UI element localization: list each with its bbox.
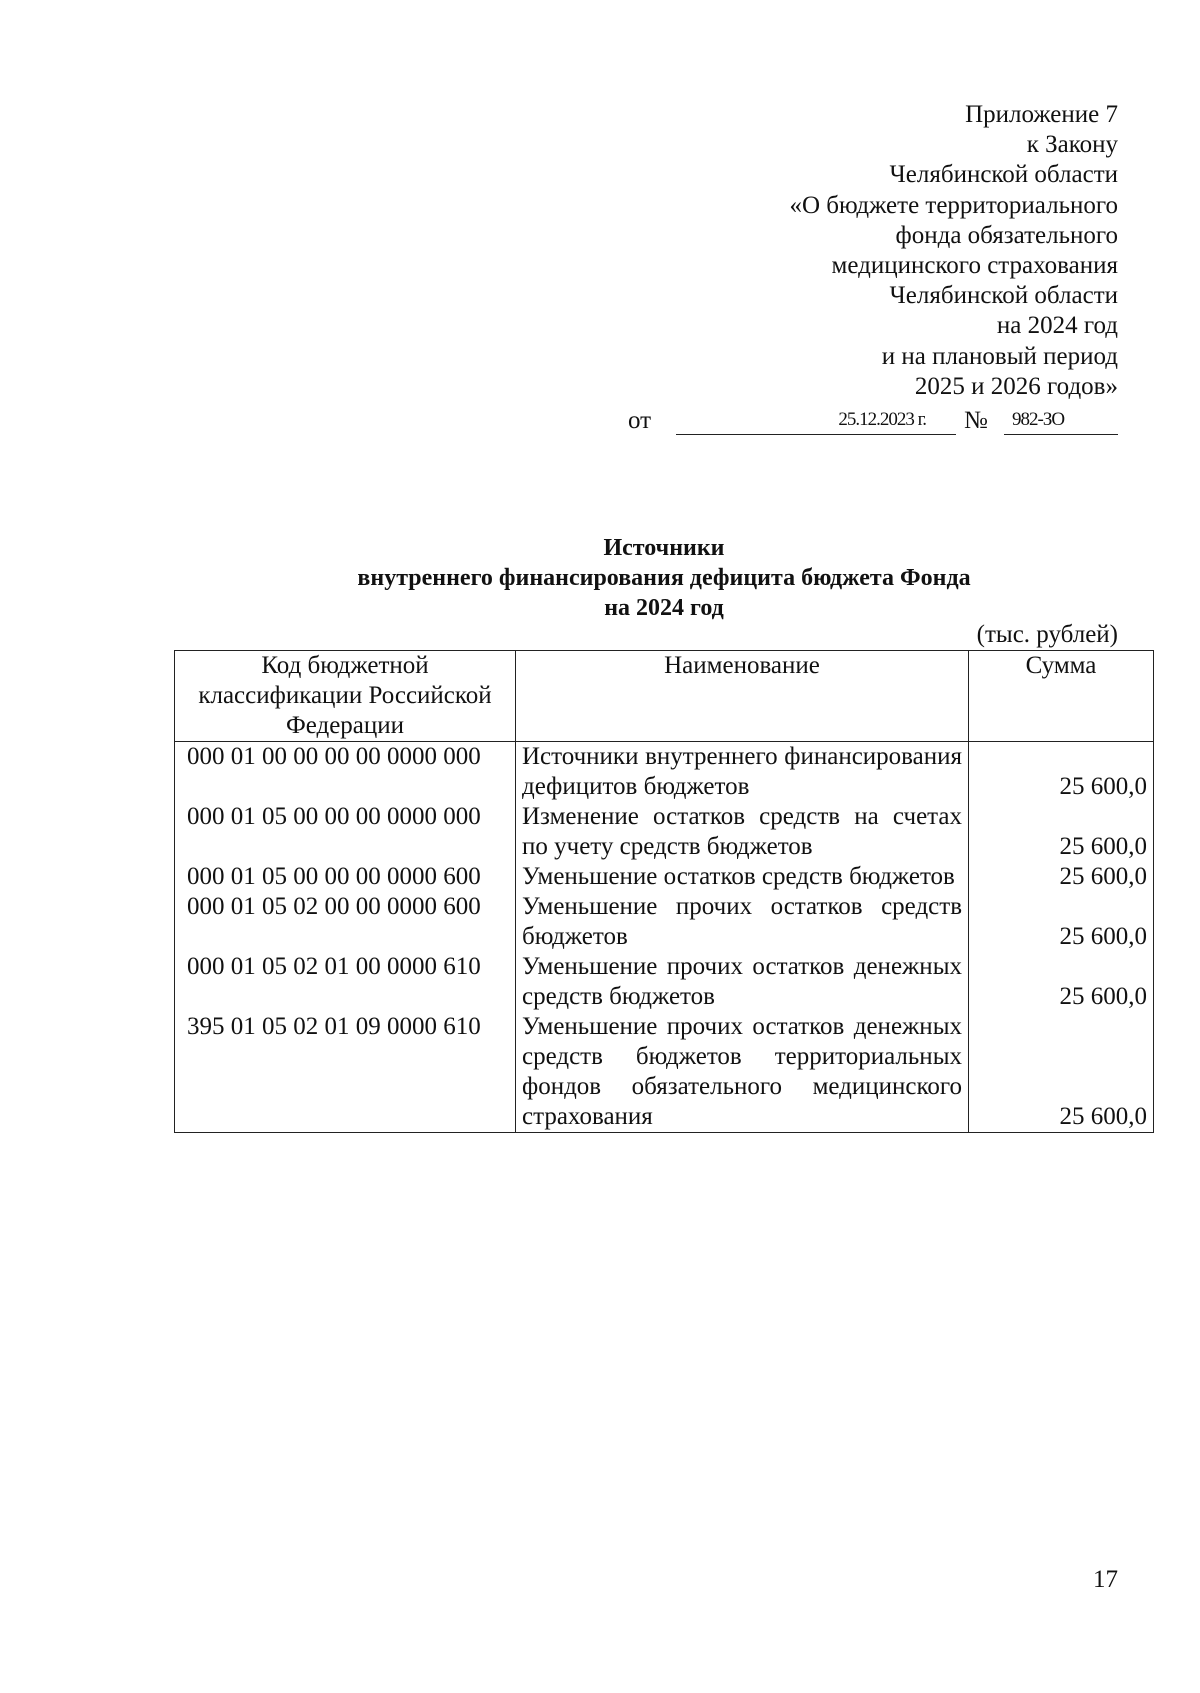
row-name: Изменение остатков средств на счетах по учету средств бюджетов xyxy=(516,802,969,862)
title-line-3: на 2024 год xyxy=(604,595,724,621)
row-sum: 25 600,0 xyxy=(969,862,1154,892)
title-line-2: внутреннего финансирования дефицита бюджета Фонда xyxy=(357,565,971,591)
row-code: 000 01 05 02 01 00 0000 610 xyxy=(175,952,516,1012)
document-title xyxy=(174,533,1154,623)
header-line: к Закону xyxy=(1026,131,1118,159)
appendix-header xyxy=(598,100,1118,402)
page-number: 17 xyxy=(1093,1566,1118,1593)
row-sum: 25 600,0 xyxy=(969,1012,1154,1133)
header-name: Наименование xyxy=(516,651,969,742)
row-code: 000 01 05 00 00 00 0000 000 xyxy=(175,802,516,862)
header-line: Челябинской области xyxy=(889,282,1118,310)
table-row xyxy=(175,802,1154,862)
table-header-row xyxy=(175,651,1154,742)
row-sum: 25 600,0 xyxy=(969,802,1154,862)
header-line: 2025 и 2026 годов» xyxy=(914,372,1118,400)
table-row xyxy=(175,742,1154,803)
row-code: 000 01 05 02 00 00 0000 600 xyxy=(175,892,516,952)
number-label: № xyxy=(964,407,988,434)
header-line: и на плановый период xyxy=(881,342,1118,370)
header-code: Код бюджетной классификации Российской Федерации xyxy=(175,651,516,742)
table-row xyxy=(175,862,1154,892)
row-name: Источники внутреннего финансирования дефицитов бюджетов xyxy=(516,742,969,803)
header-line: на 2024 год xyxy=(996,312,1118,340)
header-line: Приложение 7 xyxy=(965,101,1118,128)
units-label: (тыс. рублей) xyxy=(976,621,1118,648)
approval-line xyxy=(598,407,1118,439)
row-name: Уменьшение прочих остатков денежных средств бюджетов xyxy=(516,952,969,1012)
header-sum: Сумма xyxy=(969,651,1154,742)
row-code: 000 01 05 00 00 00 0000 600 xyxy=(175,862,516,892)
title-line-1: Источники xyxy=(603,535,725,561)
from-label: от xyxy=(628,407,652,434)
row-sum: 25 600,0 xyxy=(969,952,1154,1012)
table-row xyxy=(175,952,1154,1012)
header-line: фонда обязательного xyxy=(895,221,1118,249)
row-name: Уменьшение прочих остатков денежных средств бюджетов территориальных фондов обязательного медицинского страхования xyxy=(516,1012,969,1133)
row-name: Уменьшение прочих остатков средств бюджетов xyxy=(516,892,969,952)
header-line: Челябинской области xyxy=(889,161,1118,189)
table-row xyxy=(175,892,1154,952)
row-code: 395 01 05 02 01 09 0000 610 xyxy=(175,1012,516,1133)
row-sum: 25 600,0 xyxy=(969,742,1154,803)
law-date: 25.12.2023 г. xyxy=(676,407,956,435)
header-line: «О бюджете территориального xyxy=(789,191,1118,219)
row-code: 000 01 00 00 00 00 0000 000 xyxy=(175,742,516,803)
law-number: 982-ЗО xyxy=(1004,407,1118,435)
row-name: Уменьшение остатков средств бюджетов xyxy=(516,862,969,892)
row-sum: 25 600,0 xyxy=(969,892,1154,952)
table-row xyxy=(175,1012,1154,1133)
header-line: медицинского страхования xyxy=(831,252,1118,280)
financing-sources-table xyxy=(174,650,1154,1133)
